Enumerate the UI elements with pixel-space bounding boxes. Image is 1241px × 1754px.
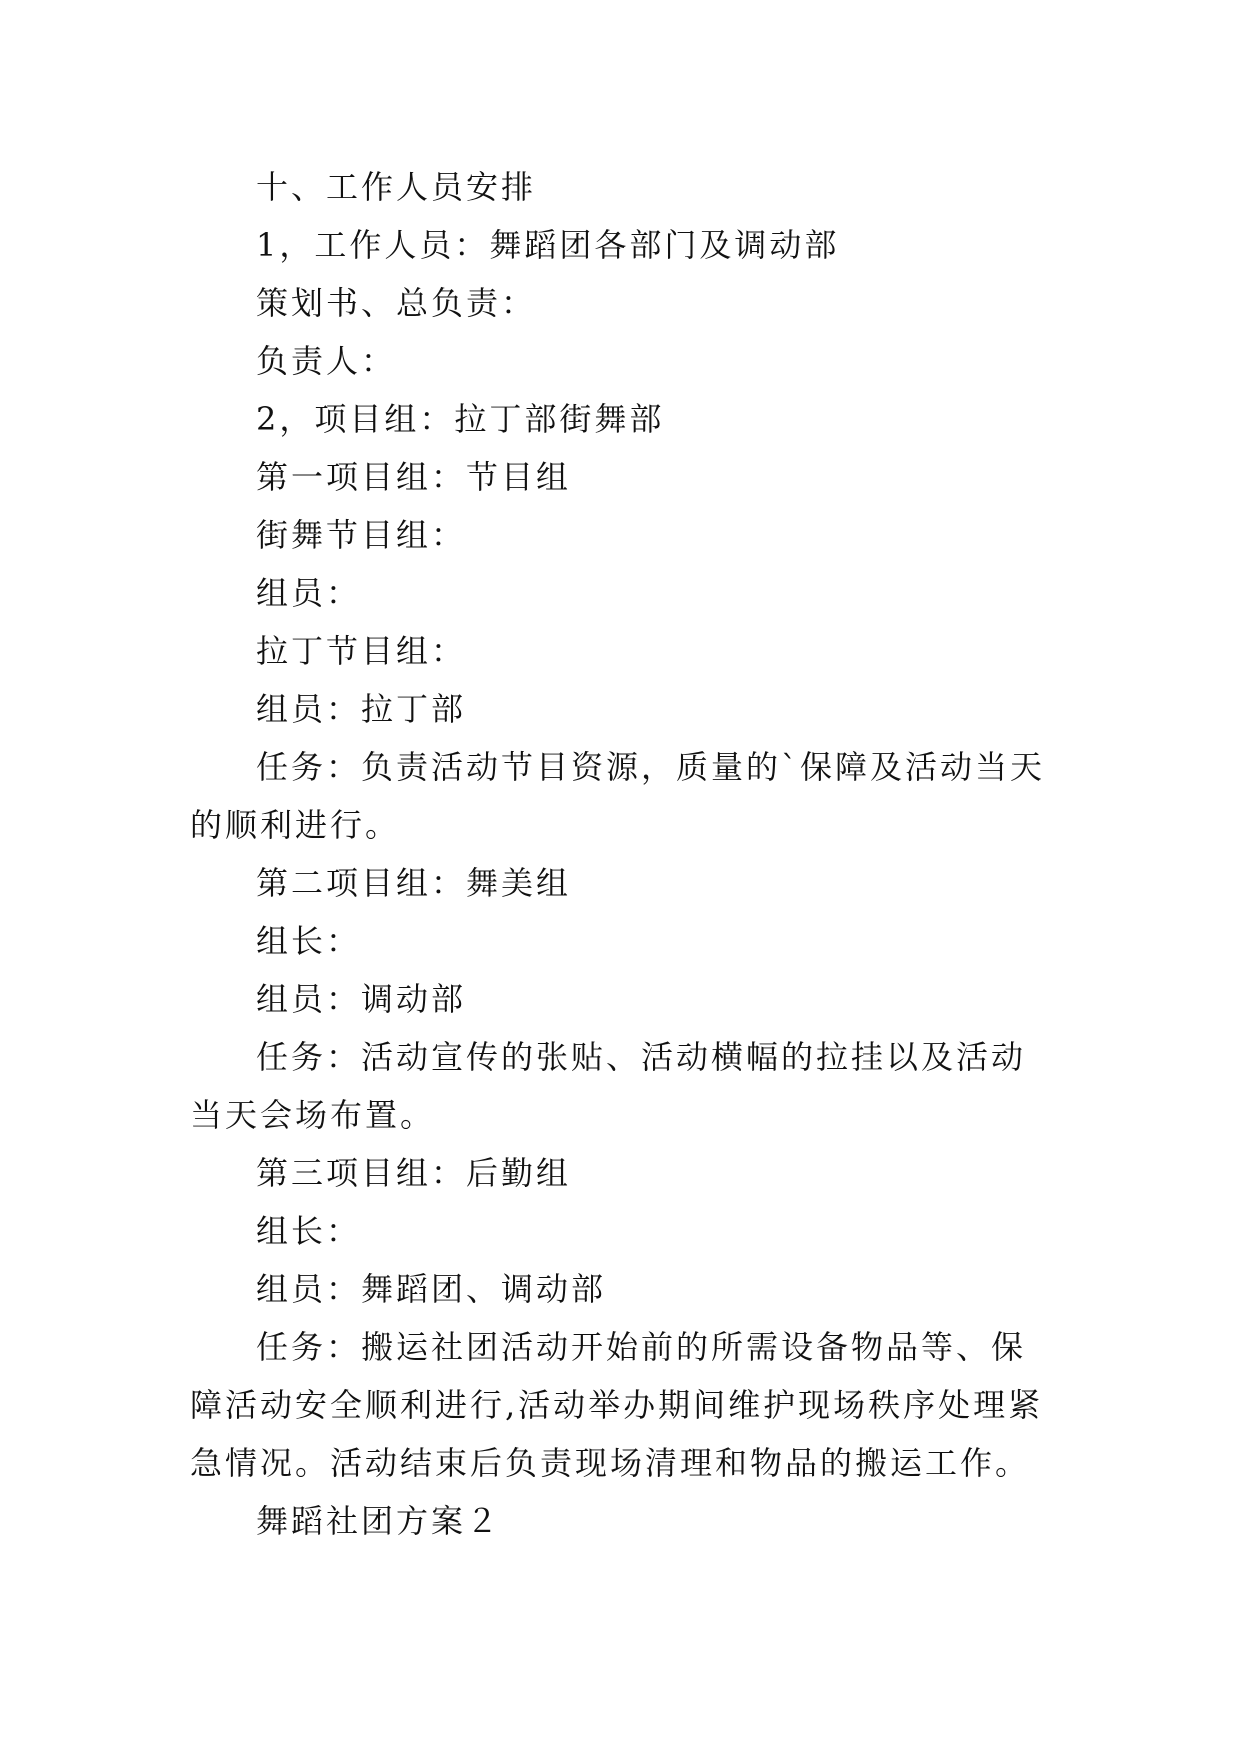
paragraph-task-1: 任务：负责活动节目资源，质量的`保障及活动当天的顺利进行。 (190, 748, 1046, 844)
paragraph-task-3: 任务：搬运社团活动开始前的所需设备物品等、保障活动安全顺利进行,活动举办期间维护现场秩序处理紧急情况。活动结束后负责现场清理和物品的搬运工作。 (190, 1328, 1044, 1482)
paragraph-hiphop-group: 街舞节目组： (256, 516, 467, 554)
paragraph-staff: 1，工作人员：舞蹈团各部门及调动部 (256, 226, 840, 264)
paragraph-leader-2: 组长： (256, 1212, 362, 1250)
paragraph-members-1: 组员： (256, 574, 362, 612)
paragraph-group-three: 第三项目组：后勤组 (256, 1154, 572, 1192)
paragraph-responsible-person: 负责人： (256, 342, 397, 380)
paragraph-next-plan-title: 舞蹈社团方案２ (256, 1502, 502, 1540)
paragraph-latin-group: 拉丁节目组： (256, 632, 467, 670)
paragraph-project-groups: 2，项目组：拉丁部街舞部 (256, 400, 665, 438)
paragraph-group-two: 第二项目组：舞美组 (256, 864, 572, 902)
paragraph-members-2: 组员：拉丁部 (256, 690, 467, 728)
paragraph-members-3: 组员：调动部 (256, 980, 467, 1018)
document-body (190, 158, 1060, 1550)
paragraph-members-4: 组员：舞蹈团、调动部 (256, 1270, 607, 1308)
paragraph-group-one: 第一项目组：节目组 (256, 458, 572, 496)
paragraph-planning-lead: 策划书、总负责： (256, 284, 537, 322)
paragraph-task-2: 任务：活动宣传的张贴、活动横幅的拉挂以及活动当天会场布置。 (190, 1038, 1027, 1134)
paragraph-leader-1: 组长： (256, 922, 362, 960)
section-heading: 十、工作人员安排 (256, 168, 537, 206)
